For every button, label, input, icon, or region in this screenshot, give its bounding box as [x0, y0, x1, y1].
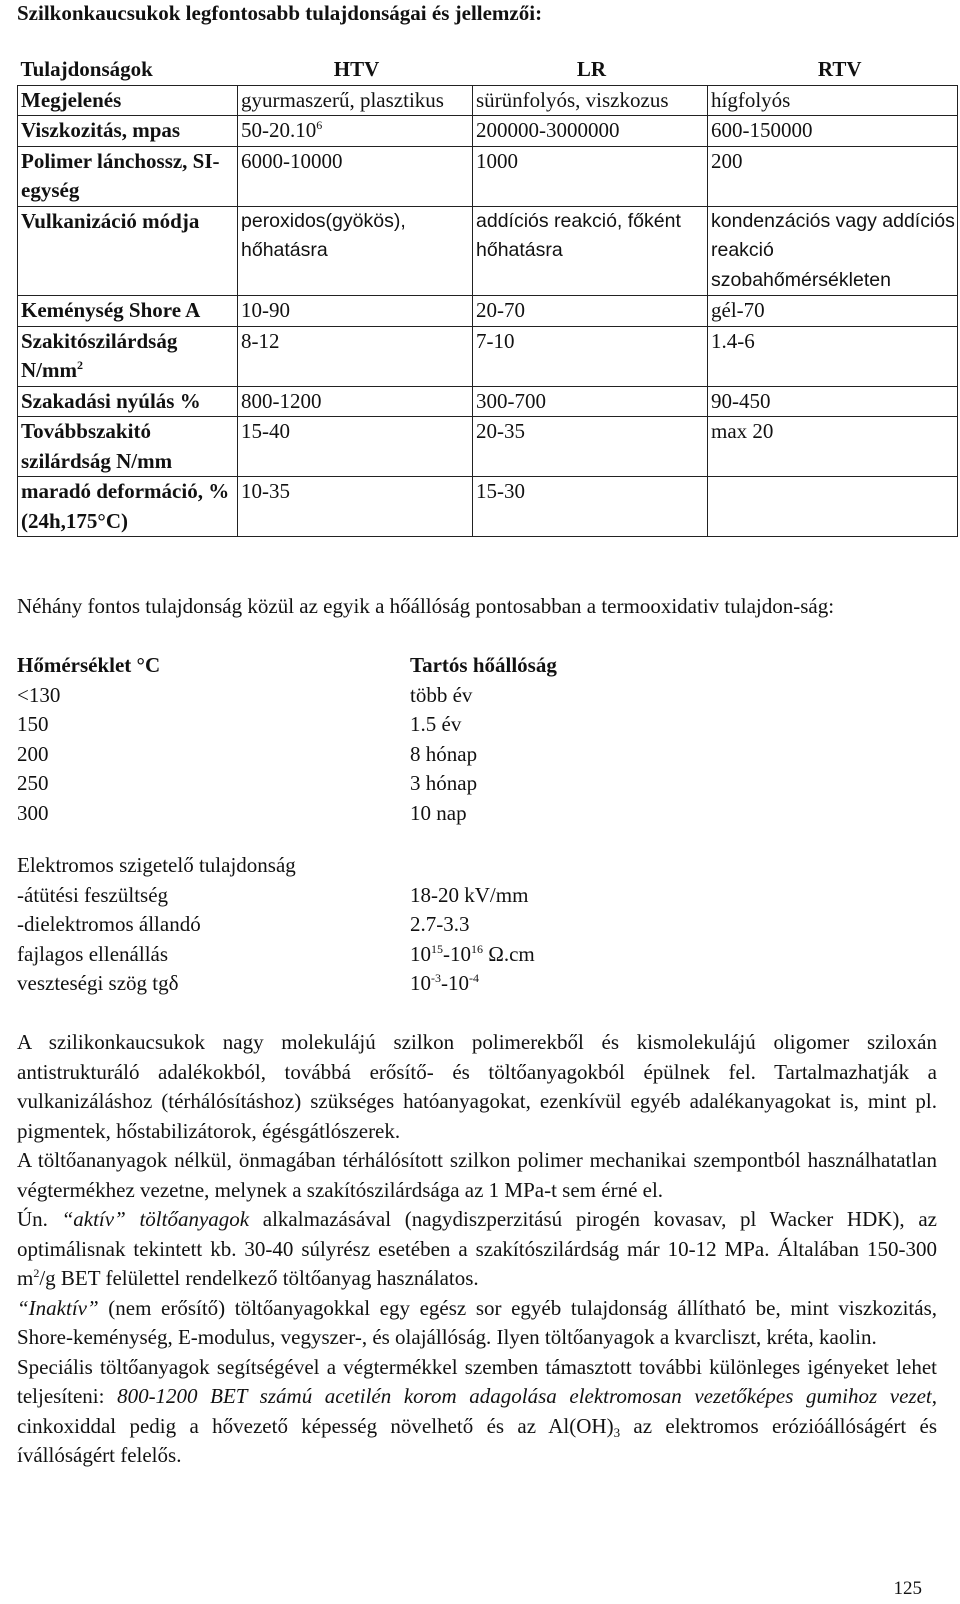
cell-rtv: kondenzációs vagy addíciós reakció szobahőmérsékleten [708, 206, 958, 296]
list-item: 150 1.5 év [17, 712, 462, 736]
row-label: Megjelenés [18, 85, 238, 116]
cell-rtv [708, 477, 958, 537]
cell-rtv: 1.4-6 [708, 326, 958, 386]
cell-htv: gyurmaszerű, plasztikus [238, 85, 473, 116]
properties-table [17, 55, 958, 537]
cell-lr: addíciós reakció, főként hőhatásra [473, 206, 708, 296]
cell-rtv: 200 [708, 146, 958, 206]
cell-htv: 8-12 [238, 326, 473, 386]
row-label: Szakadási nyúlás % [18, 386, 238, 417]
paragraph: Ún. “aktív” töltőanyagok alkalmazásával (nagydiszperzitású pirogén kovasav, pl Wacker HDK), az optimálisnak tekintett kb. 30-40 súlyrész esetében a szakítószilárdság már 10-12 MPa. Általában 150-300 $m^2/g$ BET felülettel rendelkező töltőanyag használatos. [17, 1207, 937, 1290]
table-row [18, 116, 958, 147]
header-htv: HTV [333, 57, 380, 81]
list-item: -dielektromos állandó 2.7-3.3 [17, 912, 470, 936]
electrical-heading: Elektromos szigetelő tulajdonság [17, 853, 296, 877]
table-row [18, 326, 958, 386]
heat-resistance-list [17, 651, 937, 828]
cell-htv: 10-35 [238, 477, 473, 537]
table-header-row [18, 55, 958, 85]
header-rtv: RTV [817, 57, 862, 81]
cell-lr: 200000-3000000 [473, 116, 708, 147]
page-title: Szilkonkaucsukok legfontosabb tulajdonságai és jellemzői: [17, 1, 543, 25]
heat-header-row [17, 651, 937, 681]
cell-htv: 50-20.10$^6$ [238, 116, 473, 147]
cell-rtv: gél-70 [708, 296, 958, 327]
table-row [18, 85, 958, 116]
cell-rtv: 600-150000 [708, 116, 958, 147]
cell-htv: 10-90 [238, 296, 473, 327]
cell-htv: 6000-10000 [238, 146, 473, 206]
cell-lr: 300-700 [473, 386, 708, 417]
table-row [18, 477, 958, 537]
paragraph: A szilikonkaucsukok nagy molekulájú szilkon polimerekből és kismolekulájú oligomer sziloxán antistrukturáló adalékokból, továbbá erősítő- és töltőanyagokból épülnek fel. Tartalmazhatják a vulkanizáláshoz (térhálósításhoz) szükséges hatóanyagokat, ezenkívül egyéb adalékanyagokat is, mint pl. pigmentek, hőstabilizátorok, égésgátlószerek. [17, 1030, 937, 1143]
paragraph: A töltőananyagok nélkül, önmagában térhálósított szilkon polimer mechanikai szempontból használhatatlan végtermékhez vezetne, melynek a szakítószilárdsága az 1 MPa-t sem érné el. [17, 1148, 937, 1202]
cell-htv: 800-1200 [238, 386, 473, 417]
cell-lr: 20-35 [473, 417, 708, 477]
list-item: 200 8 hónap [17, 741, 478, 766]
list-item: veszteségi szög tgδ $10^{-3}-10^{-4}$ [17, 971, 479, 995]
cell-lr: 1000 [473, 146, 708, 206]
cell-htv: 15-40 [238, 417, 473, 477]
body-text [17, 1028, 937, 1471]
cell-rtv: hígfolyós [708, 85, 958, 116]
list-item: fajlagos ellenállás $10^{15}-10^{16}$ Ω.cm [17, 941, 535, 966]
list-item: 300 10 nap [17, 800, 467, 825]
electrical-properties [17, 851, 937, 999]
cell-lr: 7-10 [473, 326, 708, 386]
page-number: 125 [893, 1578, 922, 1599]
cell-htv: peroxidos(gyökös), hőhatásra [238, 206, 473, 296]
row-label: Polimer lánchossz, SI-egység [18, 146, 238, 206]
cell-lr: 15-30 [473, 477, 708, 537]
paragraph: Speciális töltőanyagok segítségével a végtermékkel szemben támasztott további különleges igényeket lehet teljesíteni: 800-1200 BET számú acetilén korom adagolása elektromosan vezetőképes gumihoz vezet, cinkoxiddal pedig a hővezető képesség növelhető és az $Al(OH)_3$ az elektromos erózióállóságért és ívállóságért felelős. [17, 1354, 937, 1467]
row-label: Viszkozitás, mpas [18, 116, 238, 147]
cell-lr: 20-70 [473, 296, 708, 327]
cell-lr: sürünfolyós, viszkozus [473, 85, 708, 116]
table-row [18, 146, 958, 206]
table-row [18, 417, 958, 477]
table-row [18, 386, 958, 417]
intro-paragraph: Néhány fontos tulajdonság közül az egyik a hőállóság pontosabban a termooxidativ tulajdon-ság: [17, 594, 835, 618]
row-label: Vulkanizáció módja [18, 206, 238, 296]
header-lr: LR [576, 57, 607, 81]
row-label: Szakitószilárdság $N/mm^2$ [18, 326, 238, 386]
table-row [18, 296, 958, 327]
row-label: maradó deformáció, % (24h,175°C) [18, 477, 238, 537]
heat-col-duration: Tartós hőállóság [410, 653, 557, 677]
list-item: 250 3 hónap [17, 771, 478, 795]
row-label: Továbbszakitó szilárdság N/mm [18, 417, 238, 477]
table-row [18, 206, 958, 296]
heat-col-temperature: Hőmérséklet °C [17, 653, 161, 677]
list-item: -átütési feszültség 18-20 kV/mm [17, 882, 529, 907]
cell-rtv: max 20 [708, 417, 958, 477]
cell-rtv: 90-450 [708, 386, 958, 417]
list-item: <130 több év [17, 682, 473, 707]
paragraph: “Inaktív” (nem erősítő) töltőanyagokkal egy egész sor egyéb tulajdonság állítható be, mint viszkozitás, Shore-keménység, E-modulus, vegyszer-, és olajállóság. Ilyen töltőanyagok a kvarcliszt, kréta, kaolin. [17, 1295, 937, 1349]
header-properties: Tulajdonságok [20, 57, 153, 81]
row-label: Keménység Shore A [18, 296, 238, 327]
